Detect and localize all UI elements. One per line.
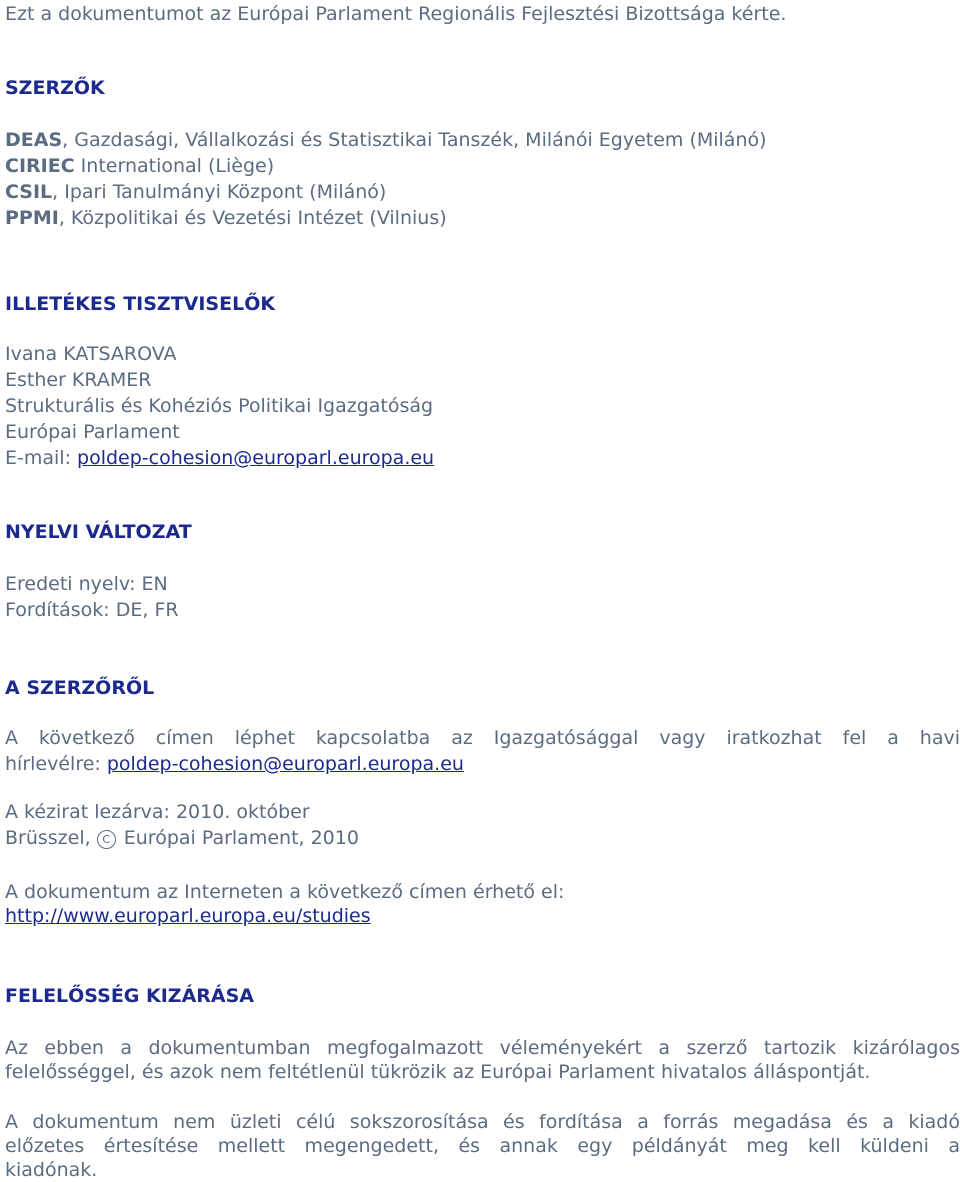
contact-line-1: A következő címen léphet kapcsolatba az Igazgatósággal vagy iratkozhat fel a havi: [5, 727, 960, 749]
author-desc: , Közpolitikai és Vezetési Intézet (Vilnius): [58, 207, 447, 229]
officials-heading: ILLETÉKES TISZTVISELŐK: [5, 293, 276, 315]
contact-paragraph: [5, 726, 960, 776]
newsletter-label: hírlevélre:: [5, 753, 107, 775]
officials-email-link[interactable]: poldep-cohesion@europarl.europa.eu: [77, 447, 435, 469]
official-email-line: [5, 446, 434, 470]
about-heading: A SZERZŐRŐL: [5, 677, 155, 699]
author-org: CIRIEC: [5, 155, 75, 177]
author-org: CSIL: [5, 181, 53, 203]
language-heading: NYELVI VÁLTOZAT: [5, 521, 192, 543]
translations: Fordítások: DE, FR: [5, 599, 179, 621]
disclaimer-p2-line-3: kiadónak.: [5, 1159, 98, 1181]
manuscript-closed: A kézirat lezárva: 2010. október: [5, 801, 310, 823]
official-directorate: Strukturális és Kohéziós Politikai Igazgatóság: [5, 395, 434, 417]
official-name-1: Ivana KATSAROVA: [5, 343, 177, 365]
disclaimer-p2-line-1: A dokumentum nem üzleti célú sokszorosítása és fordítása a forrás megadása és a kiadó: [5, 1111, 960, 1133]
online-availability: A dokumentum az Interneten a következő címen érhető el:: [5, 881, 565, 903]
disclaimer-paragraph-2: [5, 1110, 960, 1182]
original-language: Eredeti nyelv: EN: [5, 573, 168, 595]
author-line-ppmi: [5, 206, 447, 230]
studies-url-link[interactable]: http://www.europarl.europa.eu/studies: [5, 905, 371, 927]
copyright-holder: Európai Parlament, 2010: [117, 827, 359, 849]
online-url-line: [5, 904, 371, 928]
author-org: PPMI: [5, 207, 59, 229]
disclaimer-paragraph-1: [5, 1036, 960, 1084]
author-line-csil: [5, 180, 386, 204]
author-line-deas: [5, 128, 767, 152]
contact-email-link[interactable]: poldep-cohesion@europarl.europa.eu: [106, 753, 464, 775]
intro-text: Ezt a dokumentumot az Európai Parlament Regionális Fejlesztési Bizottsága kérte.: [5, 3, 787, 25]
email-label: E-mail:: [5, 447, 78, 469]
author-desc: , Gazdasági, Vállalkozási és Statisztikai Tanszék, Milánói Egyetem (Milánó): [62, 129, 767, 151]
copyright-line: [5, 826, 359, 850]
contact-line-2: [5, 752, 960, 776]
author-line-ciriec: [5, 154, 274, 178]
brussels-label: Brüsszel,: [5, 827, 97, 849]
author-desc: International (Liège): [74, 155, 275, 177]
disclaimer-p2-line-2: előzetes értesítése mellett megengedett, és annak egy példányát meg kell küldeni a: [5, 1135, 960, 1157]
disclaimer-p1-line-1: Az ebben a dokumentumban megfogalmazott véleményekért a szerző tartozik kizárólagos: [5, 1037, 960, 1059]
official-institution: Európai Parlament: [5, 421, 180, 443]
copyright-icon: C: [97, 830, 116, 849]
author-desc: , Ipari Tanulmányi Központ (Milánó): [52, 181, 387, 203]
author-org: DEAS: [5, 129, 63, 151]
official-name-2: Esther KRAMER: [5, 369, 152, 391]
disclaimer-p1-line-2: felelősséggel, és azok nem feltétlenül tükrözik az Európai Parlament hivatalos álláspontját.: [5, 1061, 871, 1083]
disclaimer-heading: FELELŐSSÉG KIZÁRÁSA: [5, 985, 255, 1007]
authors-heading: SZERZŐK: [5, 77, 105, 99]
